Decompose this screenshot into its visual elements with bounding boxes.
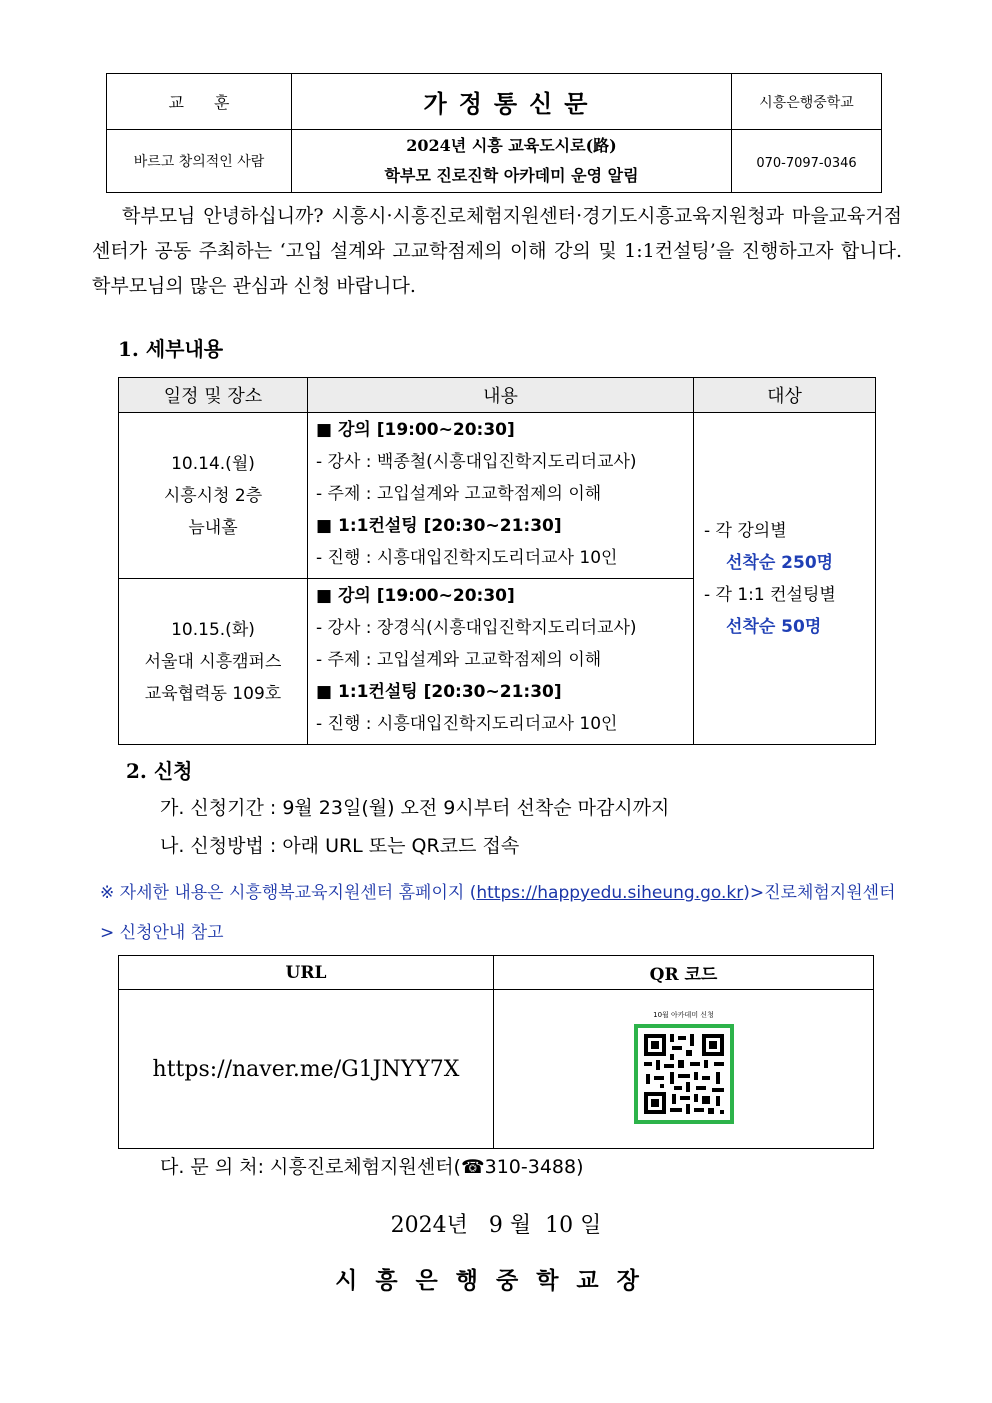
lecture-line: ■ 강의 [19:00~20:30] (316, 420, 515, 440)
target-quota: 선착순 50명 (726, 616, 822, 637)
detail-table (118, 377, 876, 745)
host-line: - 진행 : 시흥대입진학지도리더교사 10인 (316, 714, 618, 734)
note-prefix: ※ 자세한 내용은 시흥행복교육지원센터 홈페이지 ( (100, 883, 477, 903)
consult-line: ■ 1:1컨설팅 [20:30~21:30] (316, 682, 562, 702)
document-title: 가정통신문 (423, 89, 600, 118)
issue-date: 2024년 9 월 10 일 (390, 1213, 602, 1238)
target-cell (694, 413, 876, 745)
col-header-target: 대상 (694, 378, 876, 413)
subtitle-line2: 학부모 진로진학 아카데미 운영 알림 (384, 166, 639, 185)
session-place: 늠내홀 (188, 517, 238, 538)
host-line: - 진행 : 시흥대입진학지도리더교사 10인 (316, 548, 618, 568)
session-place: 교육협력동 109호 (144, 683, 282, 704)
motto-text: 바르고 창의적인 사람 (133, 154, 265, 170)
contact-info: 다. 문 의 처: 시흥진로체험지원센터(☎310-3488) (160, 1156, 584, 1178)
homepage-link[interactable]: https://happyedu.siheung.go.kr (476, 883, 744, 903)
intro-paragraph: 학부모님 안녕하십니까? 시흥시·시흥진로체험지원센터·경기도시흥교육지원청과 마을교육거점센터가 공동 주최하는 ‘고입 설계와 고교학점제의 이해 강의 및 1:1컨설팅’을 진행하고자 합니다. 학부모님의 많은 관심과 신청 바랍니다. (92, 205, 902, 297)
apply-method: 나. 신청방법 : 아래 URL 또는 QR코드 접속 (160, 835, 520, 857)
school-cell (732, 74, 882, 130)
col-header-schedule: 일정 및 장소 (119, 378, 308, 413)
session-date: 10.14.(월) (171, 453, 255, 474)
session-row (119, 413, 876, 579)
principal-signature: 시흥은행중학교장 (335, 1267, 657, 1294)
subtitle-line1: 2024년 시흥 교육도시로(路) (406, 136, 617, 155)
url-qr-table (118, 955, 874, 1149)
note-suffix: )>진로체험지원센터> 신청안내 참고 (100, 883, 896, 943)
section2-heading: 2. 신청 (126, 759, 193, 783)
school-name: 시흥은행중학교 (759, 94, 854, 111)
subtitle-cell (292, 130, 732, 193)
session-date: 10.15.(화) (171, 619, 255, 640)
reference-note (100, 873, 900, 953)
qr-caption: 10월 아카데미 신청 (653, 1011, 714, 1019)
target-line: - 각 1:1 컨설팅별 (704, 584, 836, 605)
session-when (119, 579, 308, 745)
lecturer-line: - 강사 : 장경식(시흥대입진학지도리더교사) (316, 618, 637, 638)
motto-cell (107, 130, 292, 193)
session-place: 시흥시청 2층 (163, 485, 263, 506)
session-place: 서울대 시흥캠퍼스 (144, 651, 282, 672)
col-header-content: 내용 (308, 378, 694, 413)
square-bullet-icon: ■ (316, 586, 338, 606)
school-phone: 070-7097-0346 (756, 155, 857, 171)
square-bullet-icon: ■ (316, 682, 338, 702)
motto-label-cell (107, 74, 292, 130)
topic-line: - 주제 : 고입설계와 고교학점제의 이해 (316, 650, 602, 670)
title-cell (292, 74, 732, 130)
qr-header: QR 코드 (494, 956, 874, 990)
qr-cell (494, 990, 874, 1149)
apply-period: 가. 신청기간 : 9월 23일(월) 오전 9시부터 선착순 마감시까지 (160, 797, 670, 819)
session-when (119, 413, 308, 579)
phone-cell (732, 130, 882, 193)
consult-line: ■ 1:1컨설팅 [20:30~21:30] (316, 516, 562, 536)
square-bullet-icon: ■ (316, 420, 338, 440)
section1-heading: 1. 세부내용 (118, 337, 224, 361)
session-content (308, 579, 694, 745)
target-line: - 각 강의별 (704, 520, 787, 541)
lecturer-line: - 강사 : 백종철(시흥대입진학지도리더교사) (316, 452, 637, 472)
url-cell (119, 990, 494, 1149)
apply-url-link[interactable]: https://naver.me/G1JNYY7X (152, 1056, 460, 1082)
motto-label: 교훈 (168, 93, 260, 112)
qr-code-icon[interactable] (634, 1024, 734, 1124)
session-content (308, 413, 694, 579)
url-header: URL (119, 956, 494, 990)
square-bullet-icon: ■ (316, 516, 338, 536)
header-table (106, 73, 882, 193)
lecture-line: ■ 강의 [19:00~20:30] (316, 586, 515, 606)
target-quota: 선착순 250명 (726, 552, 834, 573)
topic-line: - 주제 : 고입설계와 고교학점제의 이해 (316, 484, 602, 504)
